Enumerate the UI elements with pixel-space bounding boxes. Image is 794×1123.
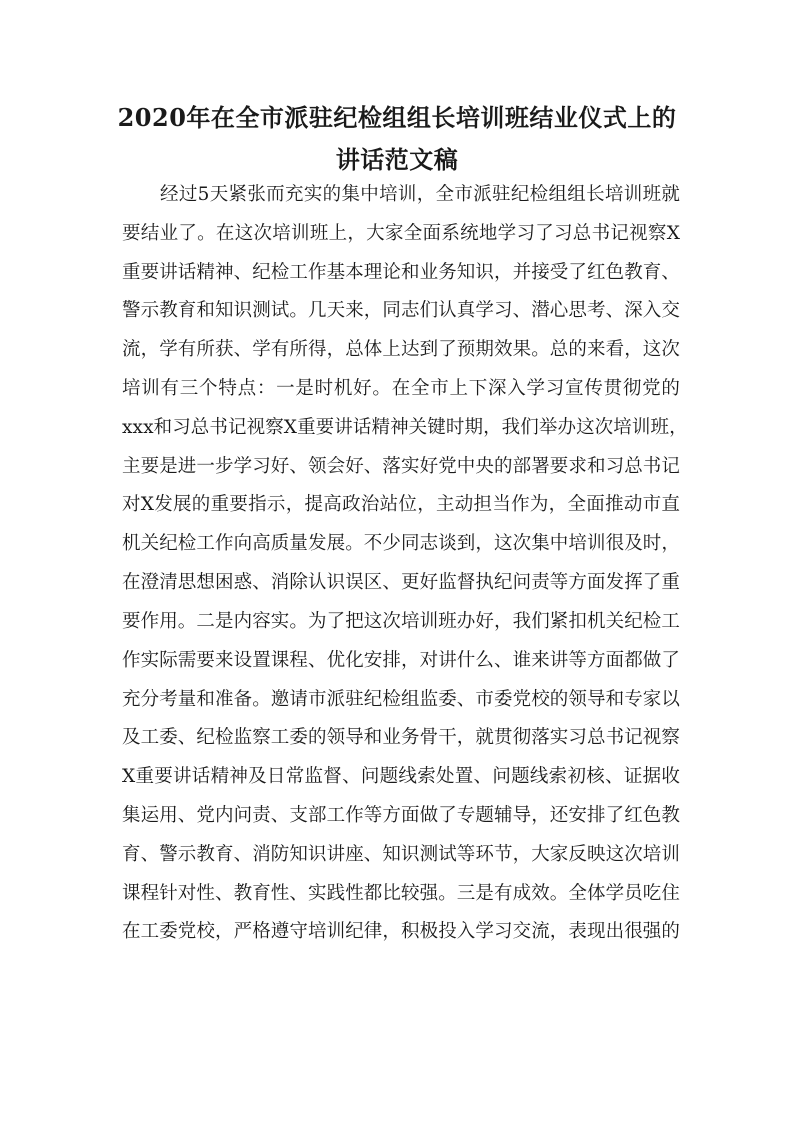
body-line: 在澄清思想困惑、消除认识误区、更好监督执纪问责等方面发挥了重 xyxy=(122,572,681,593)
body-line: 机关纪检工作向高质量发展。不少同志谈到，这次集中培训很及时， xyxy=(122,533,681,554)
body-line: 充分考量和准备。邀请市派驻纪检组监委、市委党校的领导和专家以 xyxy=(122,689,681,710)
body-line: 重要讲话精神、纪检工作基本理论和业务知识，并接受了红色教育、 xyxy=(122,262,681,283)
body-line: 在工委党校，严格遵守培训纪律，积极投入学习交流，表现出很强的 xyxy=(122,921,681,942)
body-line: 警示教育和知识测试。几天来，同志们认真学习、潜心思考、深入交 xyxy=(122,300,681,321)
body-line: 流，学有所获、学有所得，总体上达到了预期效果。总的来看，这次 xyxy=(122,339,681,360)
document-title-line-2: 讲话范文稿 xyxy=(335,145,459,174)
body-line: 育、警示教育、消防知识讲座、知识测试等环节，大家反映这次培训 xyxy=(122,844,681,865)
body-line: 培训有三个特点：一是时机好。在全市上下深入学习宣传贯彻党的 xyxy=(122,378,680,399)
body-line: 要结业了。在这次培训班上，大家全面系统地学习了习总书记视察X xyxy=(122,223,680,244)
document-title-line-1: 2020年在全市派驻纪检组组长培训班结业仪式上的 xyxy=(117,103,677,132)
body-line: 对X发展的重要指示，提高政治站位，主动担当作为，全面推动市直 xyxy=(122,494,680,515)
body-line: X重要讲话精神及日常监督、问题线索处置、问题线索初核、证据收 xyxy=(122,766,680,787)
body-line: 主要是进一步学习好、领会好、落实好党中央的部署要求和习总书记 xyxy=(122,456,681,477)
body-line: xxx和习总书记视察X重要讲话精神关键时期，我们举办这次培训班， xyxy=(122,417,688,438)
body-line: 及工委、纪检监察工委的领导和业务骨干，就贯彻落实习总书记视察 xyxy=(122,727,681,748)
body-line: 经过5天紧张而充实的集中培训，全市派驻纪检组组长培训班就 xyxy=(160,184,680,205)
body-line: 课程针对性、教育性、实践性都比较强。三是有成效。全体学员吃住 xyxy=(122,883,681,904)
body-line: 集运用、党内问责、支部工作等方面做了专题辅导，还安排了红色教 xyxy=(122,805,681,826)
body-line: 作实际需要来设置课程、优化安排，对讲什么、谁来讲等方面都做了 xyxy=(122,650,681,671)
body-line: 要作用。二是内容实。为了把这次培训班办好，我们紧扣机关纪检工 xyxy=(122,611,681,632)
